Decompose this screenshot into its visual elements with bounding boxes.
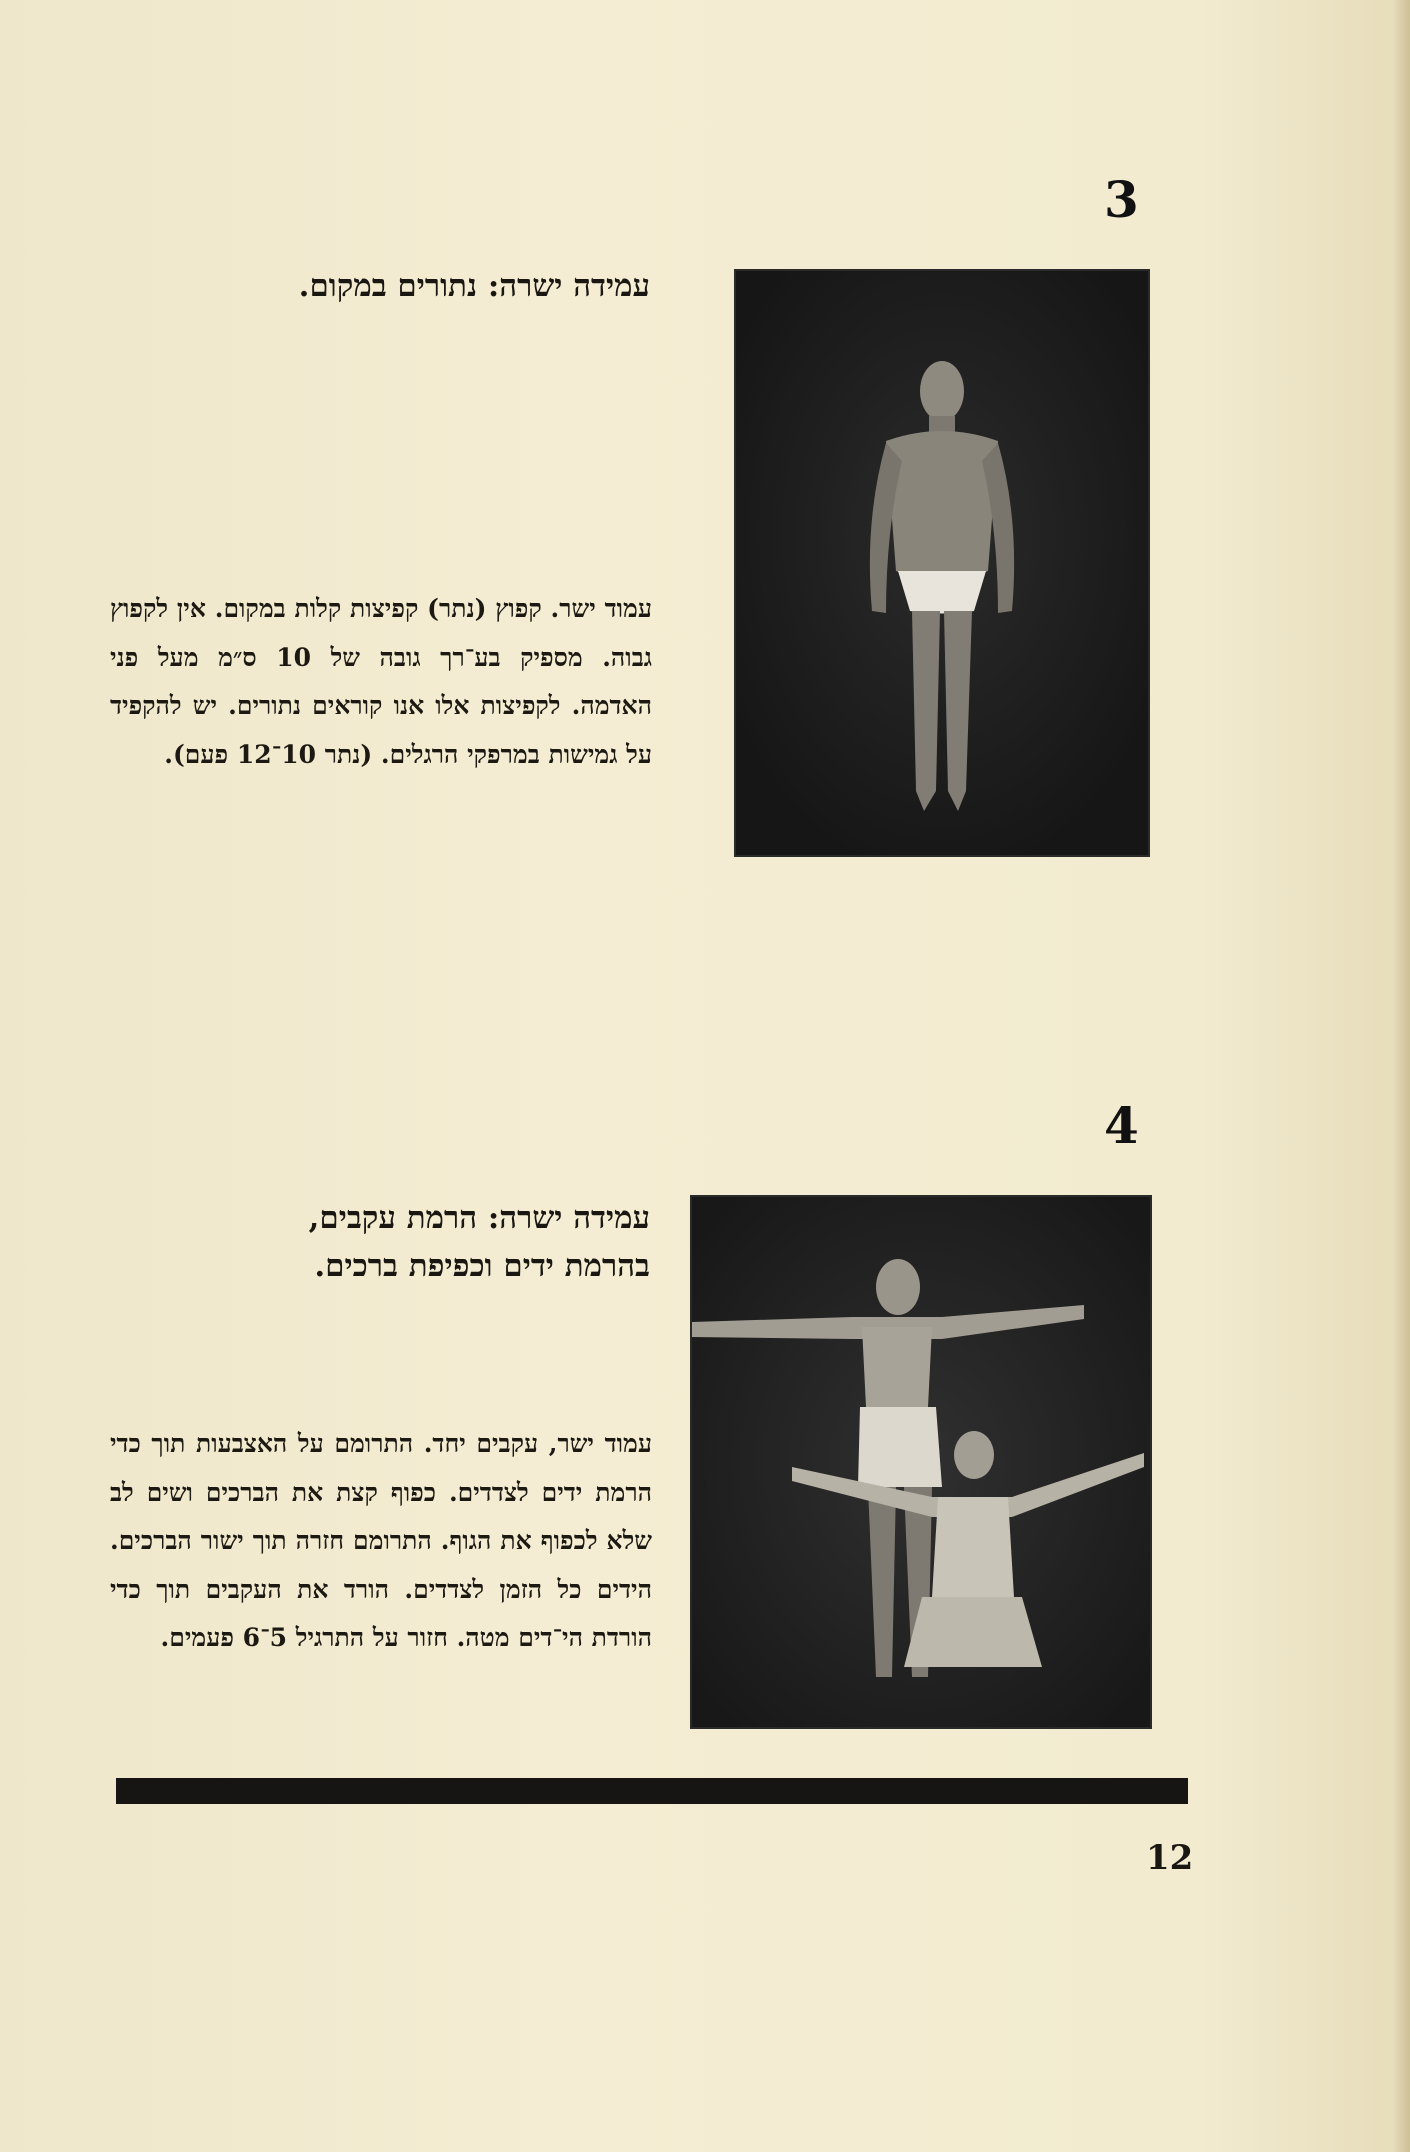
section-number-3: 3: [1104, 170, 1139, 229]
man-standing-on-toes-image: [736, 271, 1148, 855]
man-and-woman-arms-raised-image: [692, 1197, 1150, 1727]
section-4-heading-line-1: עמידה ישרה: הרמת עקבים,: [308, 1200, 650, 1236]
section-3-heading: עמידה ישרה: נתורים במקום.: [298, 268, 650, 304]
horizontal-rule: [116, 1778, 1188, 1804]
section-4-heading-line-2: בהרמת ידים וכפיפת ברכים.: [314, 1248, 650, 1284]
section-4-photo: [692, 1197, 1150, 1727]
page-edge: [1392, 0, 1410, 2152]
section-4-body: עמוד ישר, עקבים יחד. התרומם על האצבעות תוך כדי הרמת ידים לצדדים. כפוף קצת את הברכים ושים לב שלא לכפוף את הגוף. התרומם חזרה תוך ישור הברכים. הידים כל הזמן לצדדים. הורד את העקבים תוך כדי הורדת הי־דים מטה. חזור על התרגיל 5־6 פעמים.: [110, 1429, 652, 1652]
page-number: 12: [1146, 1838, 1194, 1878]
section-4-heading: [150, 1194, 650, 1290]
section-3-photo: [736, 271, 1148, 855]
section-number-4: 4: [1104, 1096, 1139, 1155]
section-3-body: עמוד ישר. קפוץ (נתר) קפיצות קלות במקום. אין לקפוץ גבוה. מספיק בע־רך גובה של 10 ס״מ מעל פני האדמה. לקפיצות אלו אנו קוראים נתורים. יש להקפיד על גמישות במרפקי הרגלים. (נתר 10־12 פעם).: [110, 594, 653, 769]
